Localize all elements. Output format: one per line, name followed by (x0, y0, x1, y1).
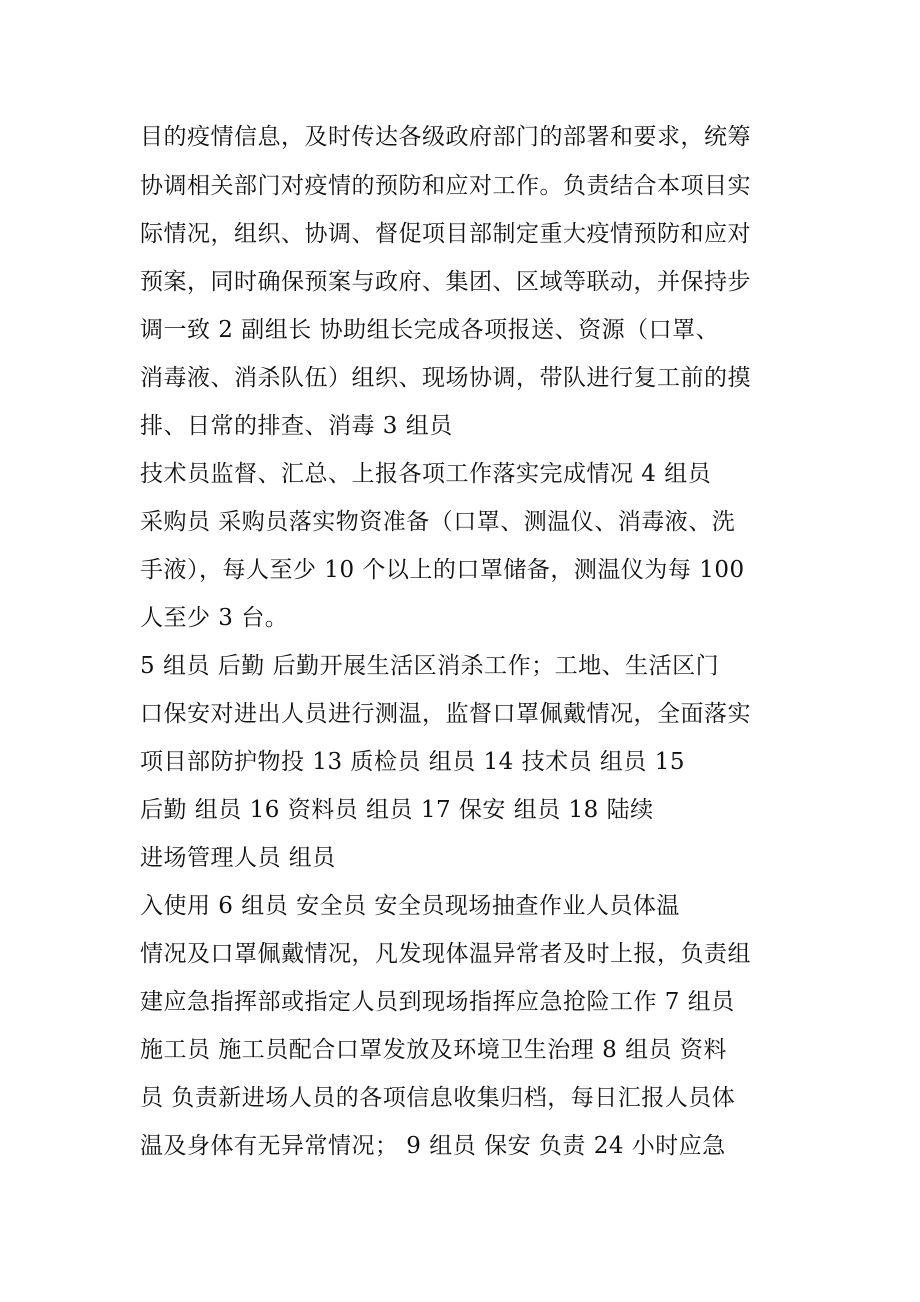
text-line: 情况及口罩佩戴情况，凡发现体温异常者及时上报，负责组 (140, 941, 751, 967)
text-line: 技术员监督、汇总、上报各项工作落实完成情况 4 组员 (140, 461, 712, 487)
text-line: 预案，同时确保预案与政府、集团、区域等联动，并保持步 (140, 269, 751, 295)
text-line: 口保安对进出人员进行测温，监督口罩佩戴情况，全面落实 (140, 701, 751, 727)
text-line: 协调相关部门对疫情的预防和应对工作。负责结合本项目实 (140, 173, 751, 199)
text-line: 员 负责新进场人员的各项信息收集归档，每日汇报人员体 (140, 1085, 736, 1111)
text-line: 消毒液、消杀队伍）组织、现场协调，带队进行复工前的摸 (140, 365, 751, 391)
text-line: 项目部防护物投 13 质检员 组员 14 技术员 组员 15 (140, 749, 685, 775)
text-line: 建应急指挥部或指定人员到现场指挥应急抢险工作 7 组员 (140, 989, 735, 1015)
text-line: 温及身体有无异常情况； 9 组员 保安 负责 24 小时应急 (140, 1133, 726, 1159)
text-line: 5 组员 后勤 后勤开展生活区消杀工作；工地、生活区门 (140, 653, 720, 679)
text-line: 进场管理人员 组员 (140, 845, 336, 871)
text-line: 际情况，组织、协调、督促项目部制定重大疫情预防和应对 (140, 221, 751, 247)
text-line: 手液），每人至少 10 个以上的口罩储备，测温仪为每 100 (140, 557, 745, 583)
text-line: 后勤 组员 16 资料员 组员 17 保安 组员 18 陆续 (140, 797, 654, 823)
text-line: 施工员 施工员配合口罩发放及环境卫生治理 8 组员 资料 (140, 1037, 727, 1063)
text-line: 排、日常的排查、消毒 3 组员 (140, 413, 453, 439)
text-line: 调一致 2 副组长 协助组长完成各项报送、资源（口罩、 (140, 317, 720, 343)
text-line: 目的疫情信息，及时传达各级政府部门的部署和要求，统筹 (140, 124, 751, 150)
text-line: 采购员 采购员落实物资准备（口罩、测温仪、消毒液、洗 (140, 509, 736, 535)
text-line: 人至少 3 台。 (140, 605, 289, 631)
text-line: 入使用 6 组员 安全员 安全员现场抽查作业人员体温 (140, 893, 680, 919)
